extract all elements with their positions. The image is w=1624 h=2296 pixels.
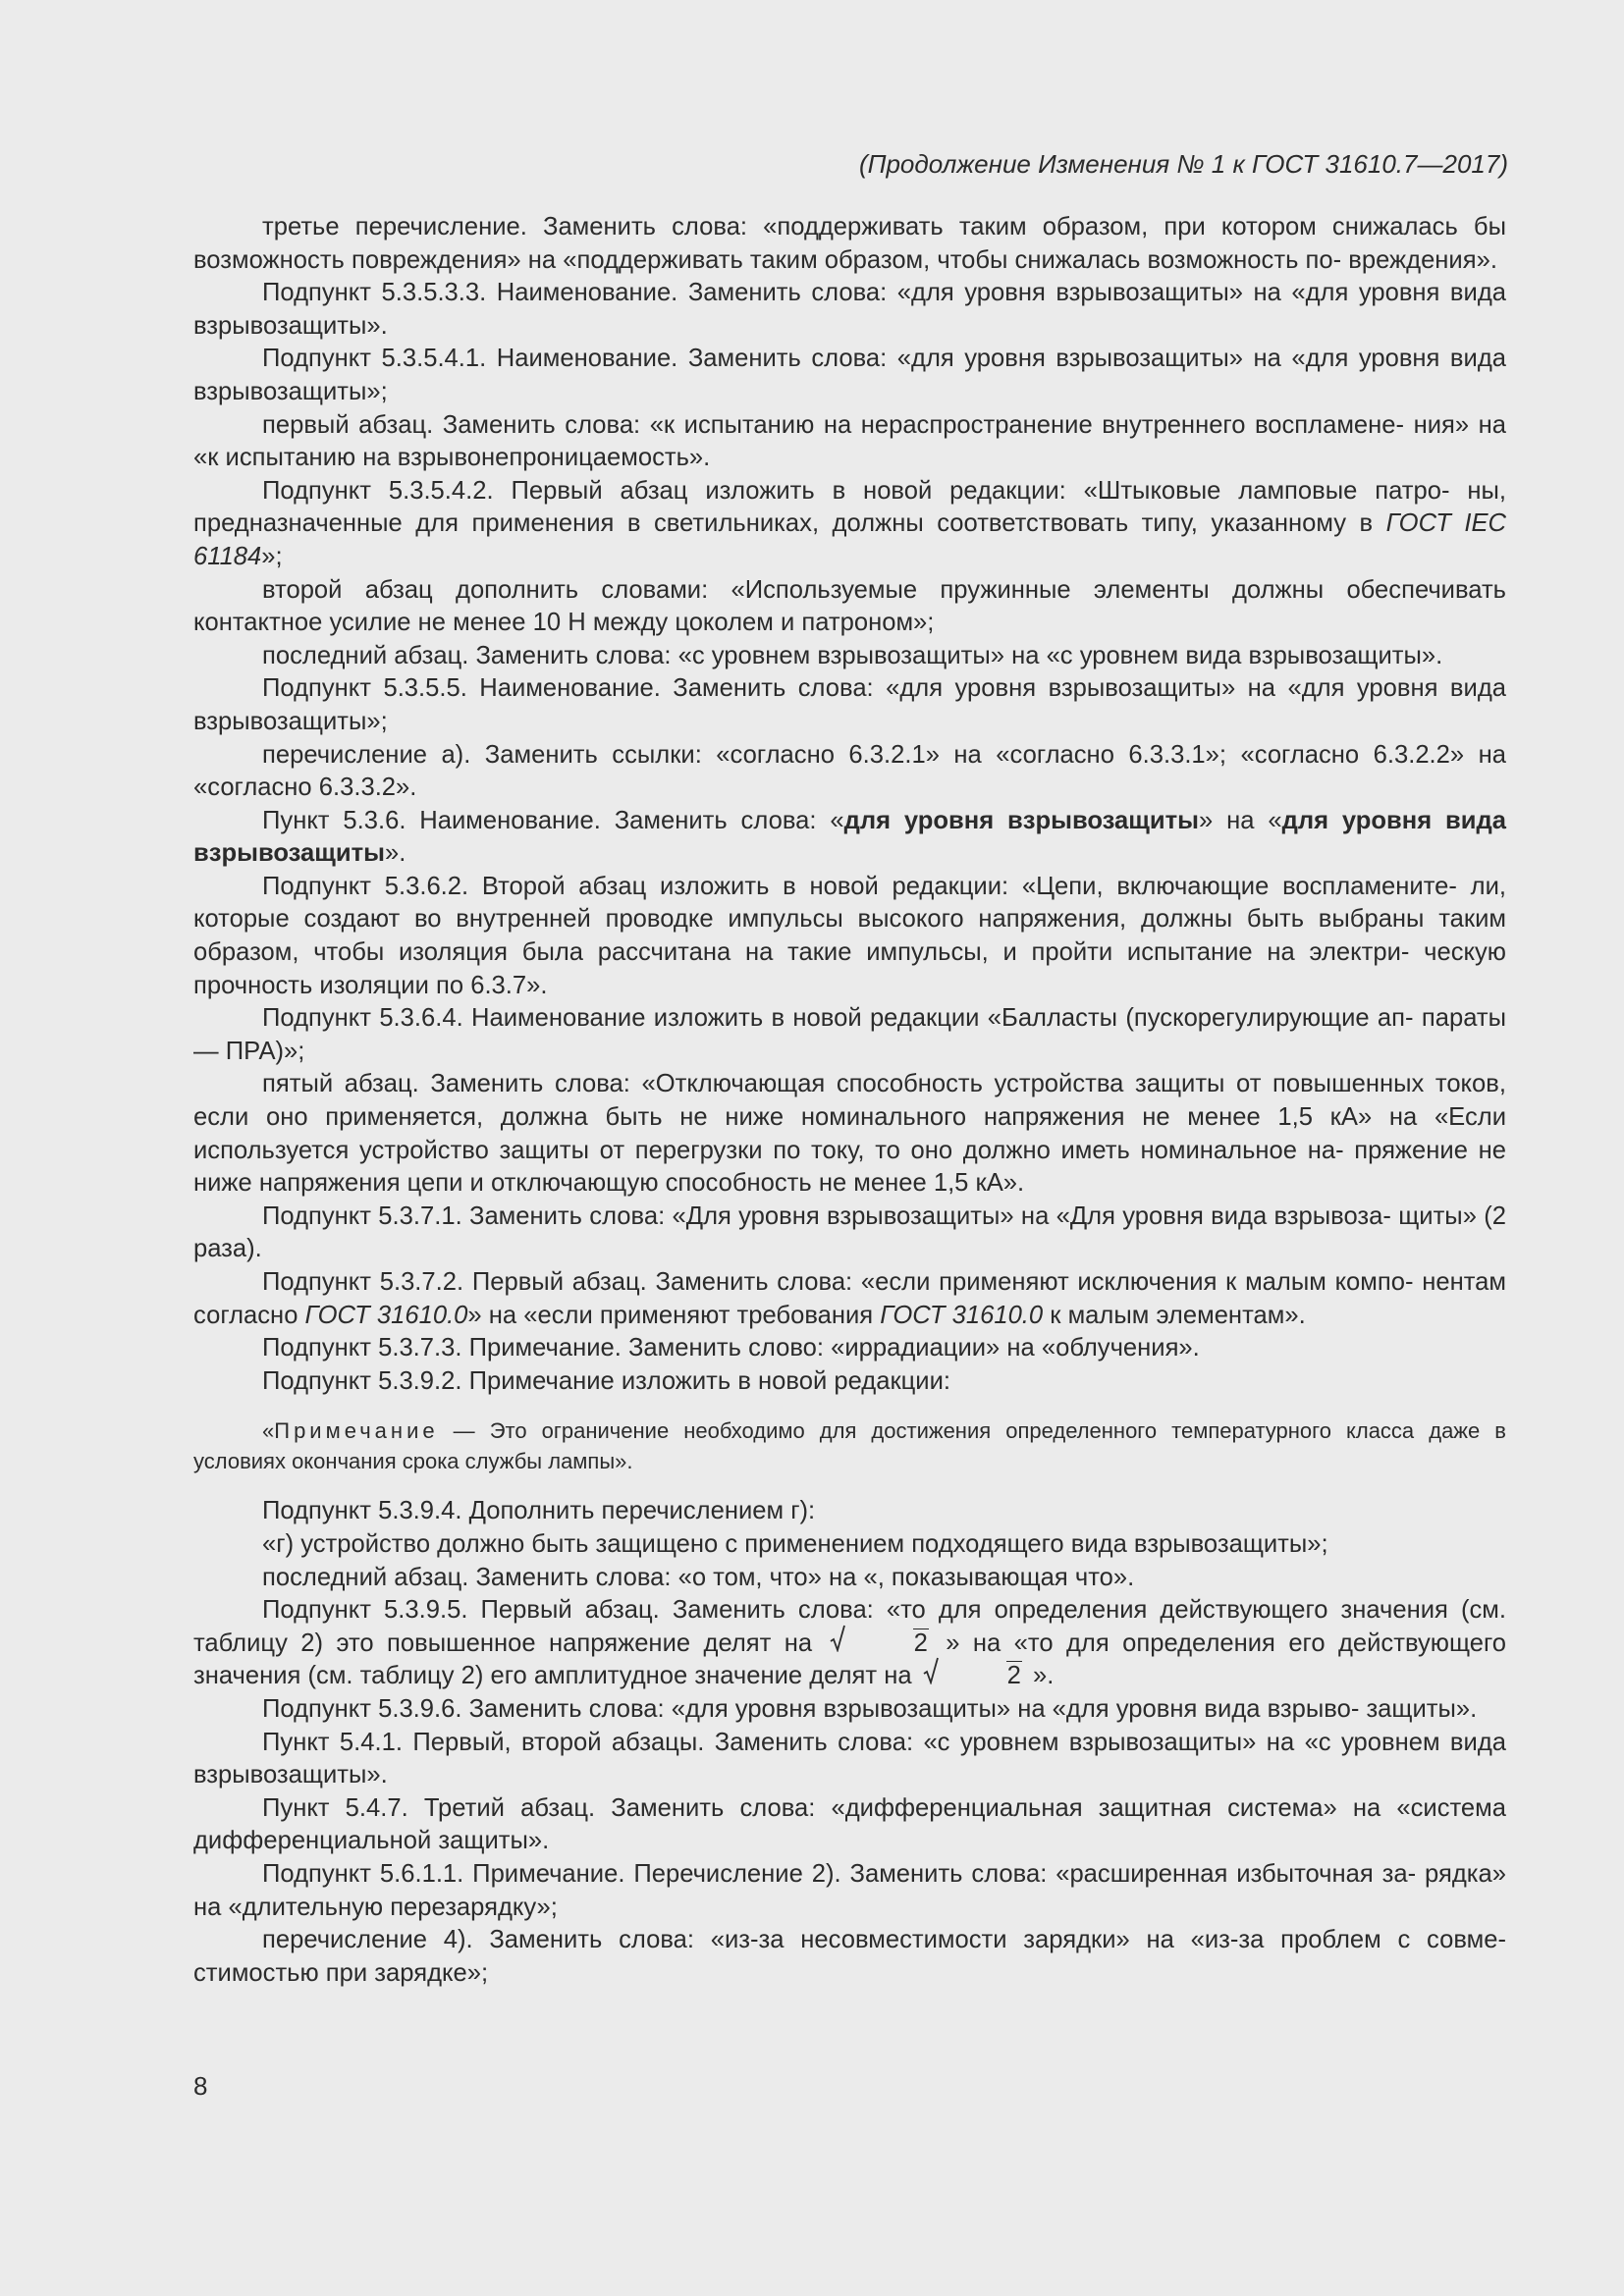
paragraph-text: » на «то для определения его действующего значения (см. таблицу 2) его амплитудное значение делят на: [193, 1629, 1506, 1690]
standard-reference: ГОСТ 31610.0: [880, 1301, 1044, 1329]
paragraph-text: ».: [1033, 1662, 1055, 1690]
paragraph: первый абзац. Заменить слова: «к испытанию на нераспространение внутреннего воспламене- ния» на «к испытанию на взрывонепроницаемость».: [193, 410, 1506, 472]
paragraph: Подпункт 5.6.1.1. Примечание. Перечисление 2). Заменить слова: «расширенная избыточная за- рядка» на «длительную перезарядку»;: [193, 1859, 1506, 1921]
paragraph-text: » на «если применяют требования: [467, 1301, 881, 1329]
radical-sign-icon: [923, 1657, 939, 1684]
paragraph: Подпункт 5.3.6.2. Второй абзац изложить в новой редакции: «Цепи, включающие воспламените- ли, которые создают во внутренней проводке импульсы высокого напряжения, должны быть выбраны таким образом, чтобы изоляция была рассчитана на такие импульсы, и пройти испытание на электри- ческую прочность изоляции по 6.3.7».: [193, 872, 1506, 999]
page-number: 8: [193, 2071, 208, 2101]
square-root-formula: [923, 1660, 1022, 1693]
standard-reference: ГОСТ 31610.0: [304, 1301, 468, 1329]
paragraph: последний абзац. Заменить слова: «о том, что» на «, показывающая что».: [262, 1563, 1135, 1591]
paragraph-text: Подпункт 5.3.9.5. Первый абзац. Заменить слова: «то для определения действующего значения (см. таблицу 2) это повышенное напряжение делят на: [193, 1596, 1506, 1657]
paragraph: [193, 475, 1506, 574]
paragraph-text: Подпункт 5.3.5.4.2. Первый абзац изложить в новой редакции: «Штыковые ламповые патро- ны, предназначенные для применения в светильниках, должны соответствовать типу, указанному в: [193, 476, 1506, 538]
paragraph: третье перечисление. Заменить слова: «поддерживать таким образом, при котором снижалась бы возможность повреждения» на «поддерживать таким образом, чтобы снижалась возможность по- вреждения».: [193, 213, 1506, 274]
paragraph: «г) устройство должно быть защищено с применением подходящего вида взрывозащиты»;: [262, 1529, 1328, 1558]
paragraph-text: »;: [261, 542, 283, 570]
paragraph-text: » на «: [1199, 806, 1282, 834]
note-block: [193, 1415, 1506, 1476]
paragraph: [193, 805, 1506, 871]
paragraph-text: ».: [384, 839, 406, 868]
paragraph: Подпункт 5.3.5.3.3. Наименование. Заменить слова: «для уровня взрывозащиты» на «для уровня вида взрывозащиты».: [193, 279, 1506, 340]
paragraph: Подпункт 5.3.5.5. Наименование. Заменить слова: «для уровня взрывозащиты» на «для уровня вида взрывозащиты»;: [193, 674, 1506, 735]
paragraph-text: к малым элементам».: [1043, 1301, 1306, 1329]
note-text: — Это ограничение необходимо для достижения определенного температурного класса даже в условиях окончания срока службы лампы».: [193, 1418, 1506, 1474]
note-open-quote: «: [262, 1418, 275, 1444]
paragraph-text: Пункт 5.3.6. Наименование. Заменить слова: «: [262, 806, 844, 834]
radical-sign-icon: [830, 1625, 845, 1652]
paragraph-text: Подпункт 5.3.7.2. Первый абзац. Заменить слова: «если применяют исключения к малым компо- нентам согласно: [193, 1268, 1506, 1329]
bold-phrase: для уровня вида взрывозащиты: [193, 806, 1506, 868]
paragraph: Подпункт 5.3.5.4.1. Наименование. Заменить слова: «для уровня взрывозащиты» на «для уровня вида взрывозащиты»;: [193, 345, 1506, 405]
radicand: 2: [913, 1629, 928, 1657]
paragraph: перечисление а). Заменить ссылки: «согласно 6.3.2.1» на «согласно 6.3.3.1»; «согласно 6.3.2.2» на «согласно 6.3.3.2».: [193, 740, 1506, 802]
note-label: Примечание: [274, 1418, 439, 1444]
paragraph: Подпункт 5.3.7.1. Заменить слова: «Для уровня взрывозащиты» на «Для уровня вида взрывоза- щиты» (2 раза).: [193, 1201, 1506, 1263]
paragraph: [193, 1594, 1506, 1693]
radicand: 2: [1006, 1662, 1021, 1690]
paragraph: второй абзац дополнить словами: «Используемые пружинные элементы должны обеспечивать контактное усилие не менее 10 Н между цоколем и патроном»;: [193, 575, 1506, 637]
paragraph: Подпункт 5.3.9.4. Дополнить перечислением г):: [262, 1497, 816, 1525]
bold-phrase: для уровня взрывозащиты: [843, 806, 1200, 834]
standard-reference: ГОСТ IEC 61184: [193, 509, 1506, 570]
paragraph: Пункт 5.4.7. Третий абзац. Заменить слова: «дифференциальная защитная система» на «система дифференциальной защиты».: [193, 1793, 1506, 1855]
paragraph: Подпункт 5.3.9.2. Примечание изложить в новой редакции:: [262, 1366, 951, 1395]
paragraph: Пункт 5.4.1. Первый, второй абзацы. Заменить слова: «с уровнем взрывозащиты» на «с уровнем вида взрывозащиты».: [193, 1728, 1506, 1789]
paragraph: [193, 1266, 1506, 1332]
paragraph: Подпункт 5.3.9.6. Заменить слова: «для уровня взрывозащиты» на «для уровня вида взрыво- защиты».: [262, 1694, 1478, 1723]
square-root-formula: [830, 1628, 929, 1661]
document-body: [193, 211, 1506, 1990]
paragraph: перечисление 4). Заменить слова: «из-за несовместимости зарядки» на «из-за проблем с совме- стимостью при зарядке»;: [193, 1926, 1506, 1987]
paragraph: пятый абзац. Заменить слова: «Отключающая способность устройства защиты от повышенных токов, если оно применяется, должна быть не ниже номинального напряжения не менее 1,5 кА» на «Если используется устройство защиты от перегрузки по току, то оно должно иметь номинальное на- пряжение не ниже напряжения цепи и отключающую способность не менее 1,5 кА».: [193, 1070, 1506, 1198]
paragraph: Подпункт 5.3.7.3. Примечание. Заменить слово: «иррадиации» на «облучения».: [262, 1334, 1200, 1362]
paragraph: последний абзац. Заменить слова: «с уровнем взрывозащиты» на «с уровнем вида взрывозащиты».: [262, 641, 1443, 669]
paragraph: Подпункт 5.3.6.4. Наименование изложить в новой редакции «Балласты (пускорегулирующие ап- параты — ПРА)»;: [193, 1004, 1506, 1065]
running-header: (Продолжение Изменения № 1 к ГОСТ 31610.7—2017): [858, 149, 1508, 179]
